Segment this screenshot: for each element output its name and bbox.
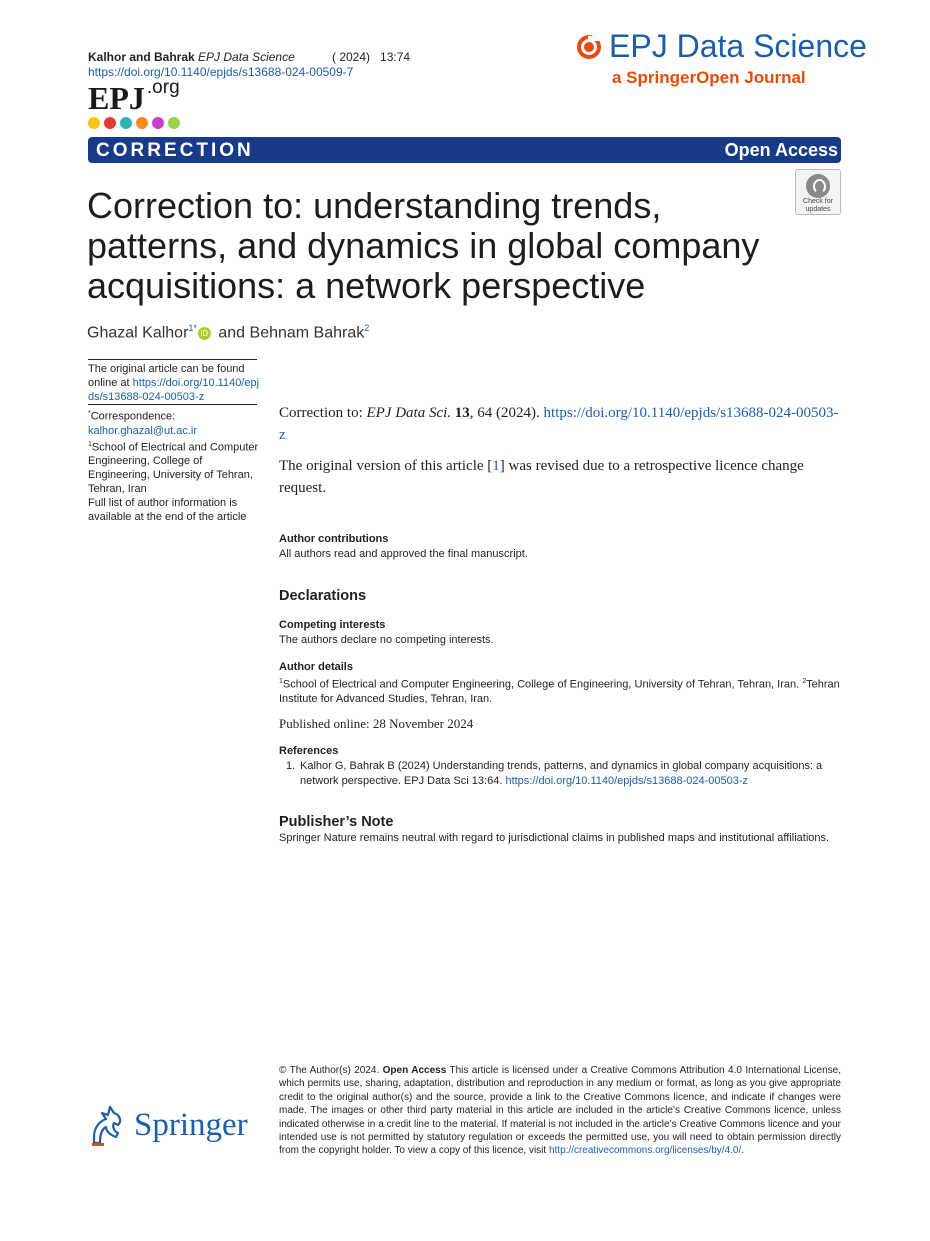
running-head-journal: EPJ Data Science: [198, 50, 295, 64]
journal-subtitle: a SpringerOpen Journal: [612, 68, 806, 87]
author-name: Behnam Bahrak: [249, 324, 365, 342]
journal-brand: [576, 28, 867, 65]
running-head-authors: Kalhor and Bahrak EPJ Data Science: [88, 50, 295, 64]
journal-title: EPJ Data Science: [609, 28, 867, 64]
logo-dot: [152, 117, 164, 129]
logo-dot: [136, 117, 148, 129]
reference-doi-link[interactable]: https://doi.org/10.1140/epjds/s13688-024-00503-z: [505, 774, 749, 787]
author-name: Ghazal Kalhor: [87, 324, 189, 342]
springer-logo: Springer: [88, 1103, 248, 1147]
declarations-heading: Declarations: [279, 588, 367, 604]
competing-interests-heading: Competing interests: [279, 619, 386, 631]
author-contributions-heading: Author contributions: [279, 533, 389, 545]
publishers-note-heading: Publisher’s Note: [279, 814, 394, 830]
logo-dot: [120, 117, 132, 129]
logo-dot: [88, 117, 100, 129]
reference-1-link[interactable]: 1: [492, 458, 500, 474]
author-details-text: $^1$School of Electrical and Computer Engineering, College of Engineering, University of Tehran, Tehran, Iran. $^2$Tehran Institute for Advanced Studies, Tehran, Iran.: [279, 678, 840, 706]
correction-statement: The original version of this article [1] was revised due to a retrospective licence change request.: [279, 458, 804, 496]
epj-logo: EPJ $^{.org}$: [88, 77, 180, 116]
original-article-link[interactable]: https://doi.org/10.1140/epjds/s13688-024-00503-z: [88, 377, 260, 403]
published-online-date: Published online: 28 November 2024: [279, 716, 474, 731]
check-for-updates-badge[interactable]: Check for updates: [795, 169, 841, 215]
article-type-label: CORRECTION: [96, 140, 254, 161]
orcid-icon[interactable]: iD: [198, 327, 211, 340]
springeropen-icon: [576, 34, 602, 60]
corrected-article-link[interactable]: https://doi.org/10.1140/epjds/s13688-024-00503-z: [279, 405, 839, 443]
original-article-note: The original article can be found online at https://doi.org/10.1140/epjds/s13688-024-00503-z: [88, 363, 260, 403]
publishers-note-text: Springer Nature remains neutral with regard to jurisdictional claims in published maps and institutional affiliations.: [279, 832, 830, 844]
license-statement: © The Author(s) 2024. Open Access This article is licensed under a Creative Commons Attribution 4.0 International License, which permits use, sharing, adaptation, distribution and reproduction in any medium or format, as long as you give appropriate credit to the original author(s) and the source, provide a link to the Creative Commons licence, and indicate if changes were made. The images or other third party material in this article are included in the article’s Creative Commons licence, unless indicated otherwise in a credit line to the material. If material is not included in the article’s Creative Commons licence and your intended use is not permitted by statutory regulation or exceeds the permitted use, you will need to obtain permission directly from the copyright holder. To view a copy of this licence, visit http://creativecommons.org/licenses/by/4.0/.: [279, 1065, 842, 1157]
crossmark-icon: [806, 174, 830, 198]
epj-logo-dots: [88, 117, 180, 129]
reference-number: 1.: [286, 760, 296, 772]
author-list: Ghazal Kalhor$^{1*}$iD and Behnam Bahrak$^2$: [87, 323, 370, 342]
full-author-info-note: Full list of author information is available at the end of the article: [88, 497, 247, 524]
author-details-heading: Author details: [279, 661, 353, 673]
springer-horse-icon: [88, 1103, 126, 1147]
correspondence-block: *Correspondence: kalhor.ghazal@ut.ac.ir $^1$School of Electrical and Computer Engineering, College of Engineering, University of Tehran, Tehran, Iran Full list of author information is available at the end of the article: [88, 410, 259, 524]
author-affiliation-sup[interactable]: 1*: [188, 323, 197, 333]
competing-interests-text: The authors declare no competing interests.: [279, 634, 494, 646]
sidebar-rule: [88, 359, 257, 360]
logo-dot: [104, 117, 116, 129]
reference-item: Kalhor G, Bahrak B (2024) Understanding trends, patterns, and dynamics in global company acquisitions: a network perspective. EPJ Data Sci 13:64. https://doi.org/10.1140/epjds/s13688-024-00503-z: [300, 760, 823, 787]
article-doi-link[interactable]: https://doi.org/10.1140/epjds/s13688-024-00509-7: [88, 65, 354, 79]
logo-dot: [168, 117, 180, 129]
references-heading: References: [279, 745, 339, 757]
license-link[interactable]: http://creativecommons.org/licenses/by/4.0/: [548, 1145, 742, 1157]
author-affiliation-sup[interactable]: 2: [364, 323, 370, 333]
sidebar-rule: [88, 404, 257, 405]
author-contributions-text: All authors read and approved the final manuscript.: [279, 548, 528, 560]
affiliation-text: School of Electrical and Computer Engineering, College of Engineering, University of Tehran, Tehran, Iran: [88, 441, 259, 496]
open-access-label: Open Access: [724, 140, 838, 160]
correction-reference: Correction to: EPJ Data Sci. 13, 64 (2024). https://doi.org/10.1140/epjds/s13688-024-00503-z: [279, 405, 839, 443]
running-head-citation: ( 2024) 13:74: [332, 50, 411, 64]
article-title: Correction to: understanding trends, patterns, and dynamics in global company acquisitions: a network perspective: [87, 185, 760, 306]
correspondence-email[interactable]: kalhor.ghazal@ut.ac.ir: [88, 424, 198, 437]
